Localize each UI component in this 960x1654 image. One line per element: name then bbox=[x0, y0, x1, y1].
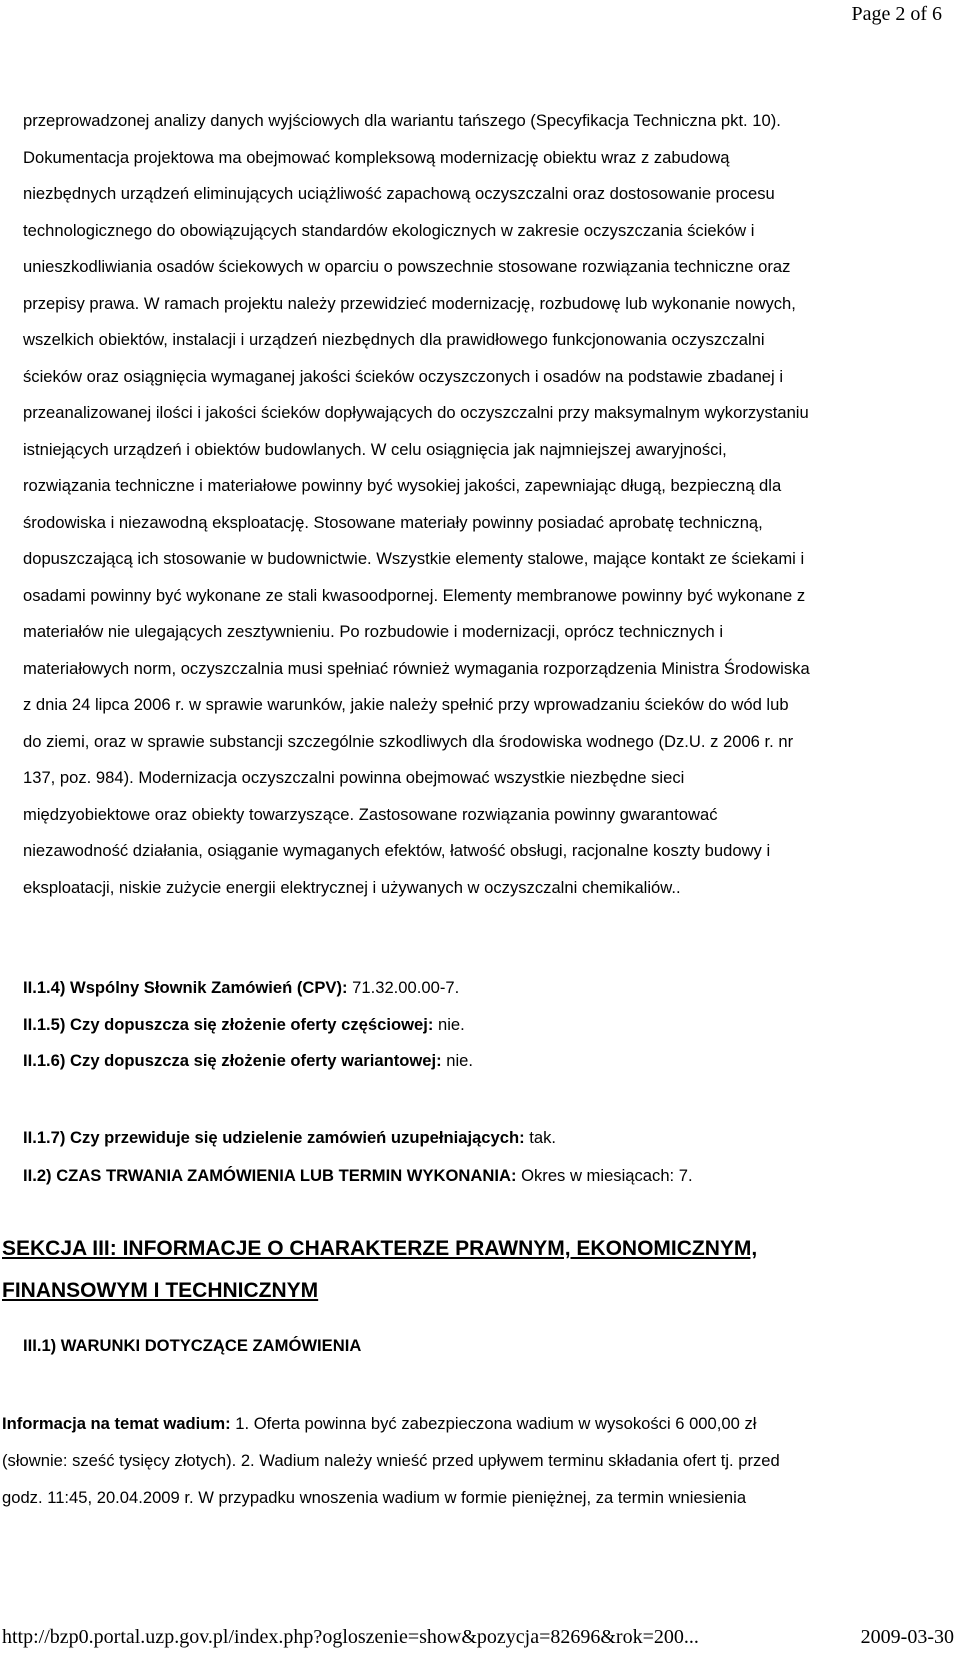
field-label: II.1.5) Czy dopuszcza się złożenie oferty częściowej: bbox=[23, 1015, 434, 1034]
text-line: niezawodność działania, osiąganie wymaganych efektów, łatwość obsługi, racjonalne koszty budowy i bbox=[23, 841, 771, 860]
text-line: wszelkich obiektów, instalacji i urządzeń niezbędnych dla prawidłowego funkcjonowania oczyszczalni bbox=[23, 330, 765, 349]
text-line bbox=[2, 1405, 952, 1442]
field-value: 71.32.00.00-7. bbox=[347, 978, 460, 997]
text-line: przeanalizowanej ilości i jakości ścieków dopływających do oczyszczalni przy maksymalnym wykorzystaniu bbox=[23, 403, 809, 422]
field-value: nie. bbox=[433, 1015, 465, 1034]
page-number: Page 2 of 6 bbox=[851, 3, 942, 25]
text-line: materiałowych norm, oczyszczalnia musi spełniać również wymagania rozporządzenia Ministra Środowiska bbox=[23, 658, 810, 678]
field-label: II.2) CZAS TRWANIA ZAMÓWIENIA LUB TERMIN WYKONANIA: bbox=[23, 1166, 517, 1185]
field-value: nie. bbox=[441, 1051, 474, 1070]
text-line: unieszkodliwiania osadów ściekowych w oparciu o powszechnie stosowane rozwiązania techniczne oraz bbox=[23, 257, 791, 276]
wadium-text: 1. Oferta powinna być zabezpieczona wadium w wysokości 6 000,00 zł bbox=[230, 1414, 757, 1433]
field-variant-offer bbox=[23, 1051, 473, 1071]
field-duration bbox=[23, 1166, 693, 1186]
text-line: do ziemi, oraz w sprawie substancji szczególnie szkodliwych dla środowiska wodnego (Dz.U. z 2006 r. nr bbox=[23, 731, 794, 751]
field-value: tak. bbox=[524, 1128, 556, 1147]
footer-date: 2009-03-30 bbox=[860, 1626, 954, 1648]
text-line: eksploatacji, niskie zużycie energii elektrycznej i używanych w oczyszczalni chemikaliów.. bbox=[23, 877, 681, 897]
subsection-heading: III.1) WARUNKI DOTYCZĄCE ZAMÓWIENIA bbox=[23, 1336, 362, 1355]
field-partial-offer bbox=[23, 1015, 465, 1035]
text-line: istniejących urządzeń i obiektów budowlanych. W celu osiągnięcia jak najmniejszej awaryjności, bbox=[23, 439, 727, 459]
text-line: przeprowadzonej analizy danych wyjściowych dla wariantu tańszego (Specyfikacja Techniczna pkt. 10). bbox=[23, 111, 781, 130]
field-label: II.1.6) Czy dopuszcza się złożenie oferty wariantowej: bbox=[23, 1051, 442, 1070]
text-line: 137, poz. 984). Modernizacja oczyszczalni powinna obejmować wszystkie niezbędne sieci bbox=[23, 768, 685, 787]
field-cpv bbox=[23, 978, 459, 998]
field-label: II.1.4) Wspólny Słownik Zamówień (CPV): bbox=[23, 978, 348, 997]
text-line: materiałów nie ulegających zesztywnieniu. Po rozbudowie i modernizacji, oprócz technicznych i bbox=[23, 622, 724, 641]
description-paragraph bbox=[23, 103, 953, 906]
section-heading-line: SEKCJA III: INFORMACJE O CHARAKTERZE PRAWNYM, EKONOMICZNYM, bbox=[2, 1237, 758, 1260]
field-label: II.1.7) Czy przewiduje się udzielenie zamówień uzupełniających: bbox=[23, 1128, 525, 1147]
text-line: przepisy prawa. W ramach projektu należy przewidzieć modernizację, rozbudowę lub wykonanie nowych, bbox=[23, 293, 796, 313]
text-line: godz. 11:45, 20.04.2009 r. W przypadku wnoszenia wadium w formie pieniężnej, za termin wniesienia bbox=[2, 1488, 747, 1507]
section-heading bbox=[2, 1228, 952, 1312]
page-footer bbox=[2, 1626, 954, 1649]
text-line: Dokumentacja projektowa ma obejmować kompleksową modernizację obiektu wraz z zabudową bbox=[23, 147, 730, 167]
text-line: międzyobiektowe oraz obiekty towarzyszące. Zastosowane rozwiązania powinny gwarantować bbox=[23, 804, 718, 824]
field-supplementary-orders bbox=[23, 1128, 556, 1148]
text-line: (słownie: sześć tysięcy złotych). 2. Wadium należy wnieść przed upływem terminu składania ofert tj. przed bbox=[2, 1451, 780, 1470]
wadium-paragraph bbox=[2, 1405, 952, 1516]
text-line: rozwiązania techniczne i materiałowe powinny być wysokiej jakości, zapewniając długą, bezpieczną dla bbox=[23, 476, 782, 495]
text-line: osadami powinny być wykonane ze stali kwasoodpornej. Elementy membranowe powinny być wykonane z bbox=[23, 585, 806, 605]
text-line: dopuszczającą ich stosowanie w budownictwie. Wszystkie elementy stalowe, mające kontakt ze ściekami i bbox=[23, 549, 805, 568]
wadium-label: Informacja na temat wadium: bbox=[2, 1414, 231, 1433]
text-line: z dnia 24 lipca 2006 r. w sprawie warunków, jakie należy spełnić przy wprowadzaniu ścieków do wód lub bbox=[23, 695, 789, 714]
section-heading-line: FINANSOWYM I TECHNICZNYM bbox=[2, 1279, 319, 1302]
text-line: technologicznego do obowiązujących standardów ekologicznych w zakresie oczyszczania ścieków i bbox=[23, 220, 755, 240]
text-line: ścieków oraz osiągnięcia wymaganej jakości ścieków oczyszczonych i osadów na podstawie zbadanej i bbox=[23, 366, 784, 386]
field-value: Okres w miesiącach: 7. bbox=[516, 1166, 693, 1185]
text-line: środowiska i niezawodną eksploatację. Stosowane materiały powinny posiadać aprobatę techniczną, bbox=[23, 512, 763, 532]
footer-url[interactable]: http://bzp0.portal.uzp.gov.pl/index.php?ogloszenie=show&pozycja=82696&rok=200... bbox=[2, 1626, 699, 1648]
text-line: niezbędnych urządzeń eliminujących uciążliwość zapachową oczyszczalni oraz dostosowanie procesu bbox=[23, 184, 775, 203]
